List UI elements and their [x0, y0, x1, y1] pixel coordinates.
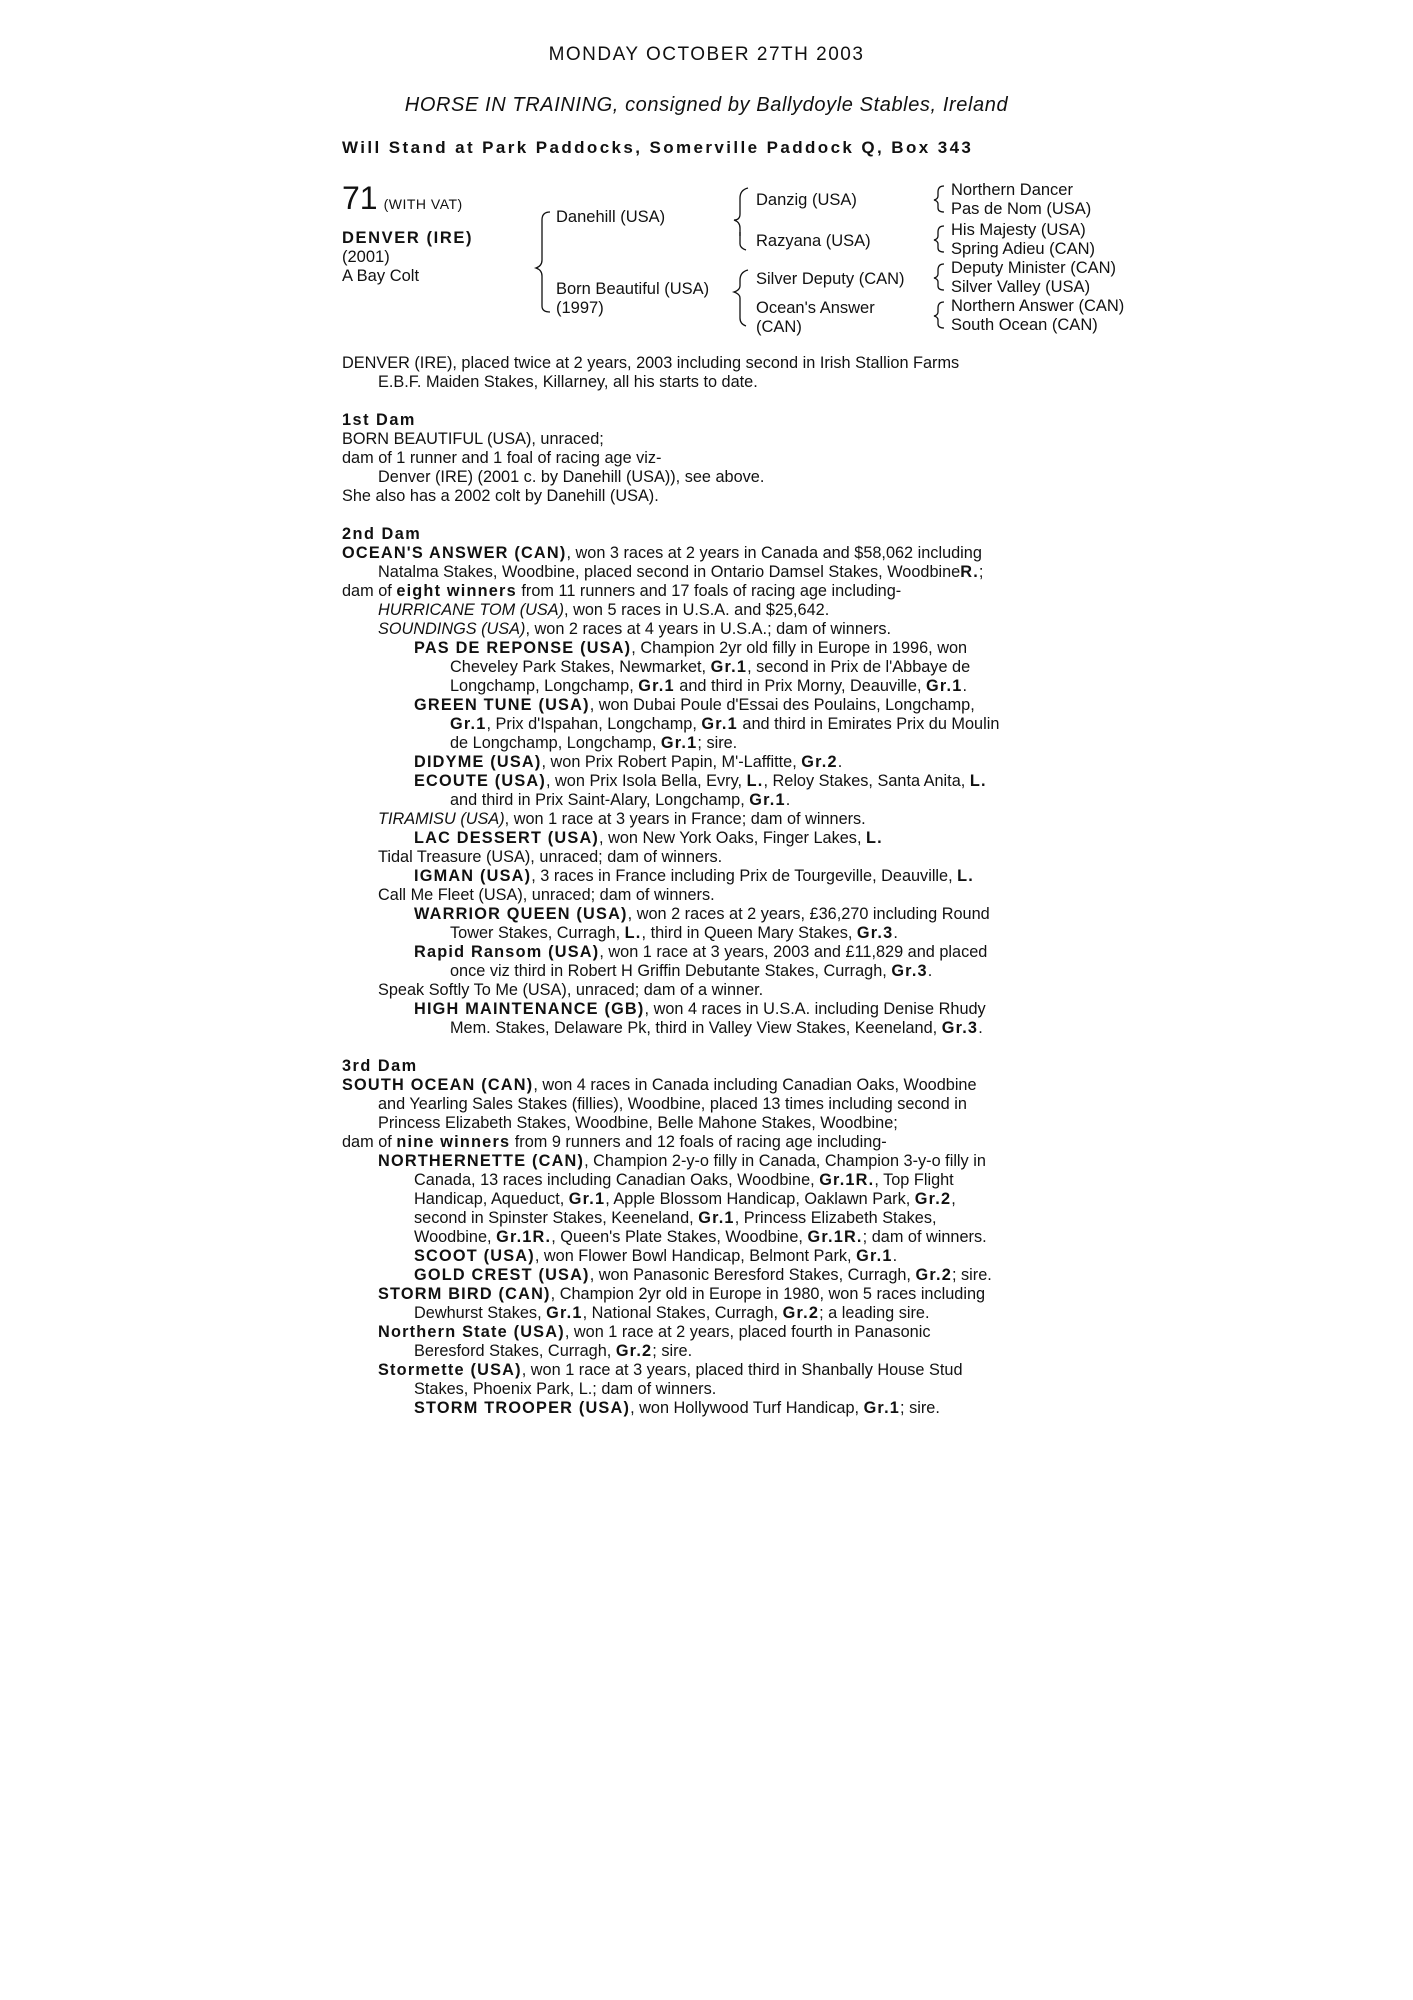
- produce-entry: Tidal Treasure (USA), unraced; dam of winners.: [378, 848, 723, 866]
- text-run: SCOOT (USA): [414, 1247, 535, 1265]
- text-run: .: [785, 791, 791, 809]
- text-run: , won Panasonic Beresford Stakes, Curragh,: [589, 1266, 916, 1284]
- text-run: Rapid Ransom (USA): [414, 943, 600, 961]
- produce-entry: [342, 1171, 1082, 1190]
- text-run: , won 5 races in U.S.A. and $25,642.: [564, 601, 830, 619]
- text-run: Gr.2: [915, 1266, 952, 1284]
- ancestor-8: South Ocean (CAN): [951, 316, 1098, 334]
- text-run: Northern State (USA): [378, 1323, 565, 1341]
- third-dam-entry: Princess Elizabeth Stakes, Woodbine, Belle Mahone Stakes, Woodbine;: [378, 1114, 898, 1132]
- produce-entry: [342, 924, 1082, 943]
- lot-number: 71: [342, 180, 378, 216]
- ancestor-4: Spring Adieu (CAN): [951, 240, 1095, 258]
- produce-entry: [342, 715, 1082, 734]
- text-run: Cheveley Park Stakes, Newmarket,: [450, 658, 711, 676]
- ancestor-2: Pas de Nom (USA): [951, 200, 1092, 218]
- text-run: Gr.2: [801, 753, 838, 771]
- text-run: ; a leading sire.: [819, 1304, 930, 1322]
- text-run: , Top Flight: [874, 1171, 954, 1189]
- text-run: L.: [866, 829, 883, 847]
- text-run: , won New York Oaks, Finger Lakes,: [599, 829, 866, 847]
- text-run: ; sire.: [900, 1399, 940, 1417]
- horse-description: A Bay Colt: [342, 267, 420, 285]
- text-run: Gr.1: [638, 677, 675, 695]
- text-run: once viz third in Robert H Griffin Debutante Stakes, Curragh,: [450, 962, 892, 980]
- second-dam-heading: 2nd Dam: [342, 525, 422, 543]
- produce-entry: [342, 1304, 1082, 1323]
- text-run: IGMAN (USA): [414, 867, 532, 885]
- text-run: , won 2 races at 2 years, £36,270 including Round: [627, 905, 990, 923]
- text-run: Gr.2: [914, 1190, 952, 1208]
- text-run: , Queen's Plate Stakes, Woodbine,: [551, 1228, 808, 1246]
- text-run: , Apple Blossom Handicap, Oaklawn Park,: [605, 1190, 915, 1208]
- text-run: Gr.3: [891, 962, 928, 980]
- text-run: ECOUTE (USA): [414, 772, 546, 790]
- produce-entry: [342, 1285, 1082, 1304]
- horse-name: DENVER (IRE): [342, 229, 474, 247]
- produce-entry: [342, 1342, 1082, 1361]
- text-run: PAS DE REPONSE (USA): [414, 639, 632, 657]
- text-run: LAC DESSERT (USA): [414, 829, 600, 847]
- text-run: NORTHERNETTE (CAN): [378, 1152, 585, 1170]
- text-run: second in Spinster Stakes, Keeneland,: [414, 1209, 699, 1227]
- produce-entry: [342, 962, 1082, 981]
- text-run: , won Flower Bowl Handicap, Belmont Park,: [534, 1247, 857, 1265]
- produce-entry: [342, 1323, 1082, 1342]
- produce-entry: [342, 620, 1082, 639]
- text-run: , won 1 race at 3 years in France; dam of winners.: [504, 810, 866, 828]
- text-run: Gr.1R.: [496, 1228, 552, 1246]
- text-run: , Princess Elizabeth Stakes,: [734, 1209, 937, 1227]
- text-run: Gr.1: [863, 1399, 901, 1417]
- text-run: .: [837, 753, 843, 771]
- text-run: ; sire.: [652, 1342, 693, 1360]
- third-dam-heading: 3rd Dam: [342, 1057, 418, 1075]
- text-run: Longchamp, Longchamp,: [450, 677, 639, 695]
- produce-entry: [342, 1190, 1082, 1209]
- text-run: GREEN TUNE (USA): [414, 696, 590, 714]
- dam: Born Beautiful (USA): [556, 280, 710, 298]
- text-run: L.: [746, 772, 764, 790]
- text-run: , Champion 2yr old in Europe in 1980, won 5 races including: [550, 1285, 986, 1303]
- text-run: Gr.3: [856, 924, 894, 942]
- produce-entry: [342, 734, 1082, 753]
- first-dam-line: BORN BEAUTIFUL (USA), unraced;: [342, 430, 604, 448]
- text-run: Gr.1: [568, 1190, 606, 1208]
- text-run: Gr.1: [698, 1209, 735, 1227]
- intro-line: DENVER (IRE), placed twice at 2 years, 2003 including second in Irish Stallion Farms: [342, 354, 960, 372]
- second-dam-entry: [342, 563, 1082, 582]
- produce-entry: [342, 601, 1082, 620]
- text-run: and third in Prix Morny, Deauville,: [674, 677, 927, 695]
- text-run: Handicap, Aqueduct,: [414, 1190, 569, 1208]
- text-run: Stormette (USA): [378, 1361, 522, 1379]
- first-dam-line: She also has a 2002 colt by Danehill (USA).: [342, 487, 659, 505]
- ancestor-1: Northern Dancer: [951, 181, 1073, 199]
- produce-entry: [342, 677, 1082, 696]
- ancestor-3: His Majesty (USA): [951, 221, 1086, 239]
- text-run: from 11 runners and 17 foals of racing age including-: [516, 582, 902, 600]
- text-run: Gr.2: [782, 1304, 820, 1322]
- ancestor-6: Silver Valley (USA): [951, 278, 1091, 296]
- text-run: SOUTH OCEAN (CAN): [342, 1076, 534, 1094]
- text-run: Dewhurst Stakes,: [414, 1304, 547, 1322]
- text-run: SOUNDINGS (USA): [378, 620, 526, 638]
- text-run: Gr.1: [660, 734, 698, 752]
- produce-entry: [342, 658, 1082, 677]
- text-run: .: [927, 962, 933, 980]
- text-run: Mem. Stakes, Delaware Pk, third in Valley View Stakes, Keeneland,: [450, 1019, 942, 1037]
- text-run: from 9 runners and 12 foals of racing age including-: [510, 1133, 887, 1151]
- first-dam-line: dam of 1 runner and 1 foal of racing age viz-: [342, 449, 662, 467]
- text-run: Canada, 13 races including Canadian Oaks, Woodbine,: [414, 1171, 820, 1189]
- text-run: dam of: [342, 1133, 397, 1151]
- produce-entry: [342, 639, 1082, 658]
- text-run: OCEAN'S ANSWER (CAN): [342, 544, 567, 562]
- text-run: Gr.2: [615, 1342, 653, 1360]
- text-run: Gr.1: [749, 791, 786, 809]
- produce-entry: [342, 696, 1082, 715]
- produce-entry: [342, 1152, 1082, 1171]
- text-run: HIGH MAINTENANCE (GB): [414, 1000, 645, 1018]
- text-run: ; sire.: [951, 1266, 992, 1284]
- consignment-subtitle: HORSE IN TRAINING, consigned by Ballydoyle Stables, Ireland: [404, 94, 1009, 116]
- text-run: Gr.1: [701, 715, 738, 733]
- text-run: Natalma Stakes, Woodbine, placed second in Ontario Damsel Stakes, Woodbine: [378, 563, 961, 581]
- text-run: , won 1 race at 3 years, 2003 and £11,829 and placed: [599, 943, 988, 961]
- text-run: , won 1 race at 3 years, placed third in Shanbally House Stud: [521, 1361, 963, 1379]
- text-run: , won 2 races at 4 years in U.S.A.; dam of winners.: [525, 620, 892, 638]
- text-run: GOLD CREST (USA): [414, 1266, 590, 1284]
- produce-entry: Speak Softly To Me (USA), unraced; dam of a winner.: [378, 981, 764, 999]
- text-run: L.: [969, 772, 987, 790]
- stand-location: Will Stand at Park Paddocks, Somerville Paddock Q, Box 343: [342, 138, 974, 157]
- produce-entry: [342, 753, 1082, 772]
- text-run: dam of: [342, 582, 397, 600]
- text-run: and third in Prix Saint-Alary, Longchamp,: [450, 791, 750, 809]
- text-run: Gr.1: [546, 1304, 583, 1322]
- text-run: Gr.3: [941, 1019, 979, 1037]
- text-run: and third in Emirates Prix du Moulin: [737, 715, 1000, 733]
- third-dam-entry: and Yearling Sales Stakes (fillies), Woodbine, placed 13 times including second in: [378, 1095, 967, 1113]
- sire-dam: Razyana (USA): [756, 232, 871, 250]
- sale-date: MONDAY OCTOBER 27TH 2003: [548, 44, 865, 65]
- produce-entry: [342, 772, 1082, 791]
- text-run: , won Dubai Poule d'Essai des Poulains, Longchamp,: [589, 696, 975, 714]
- intro-line: E.B.F. Maiden Stakes, Killarney, all his starts to date.: [378, 373, 758, 391]
- produce-entry: [342, 1228, 1082, 1247]
- text-run: L.: [624, 924, 642, 942]
- produce-entry: [342, 810, 1082, 829]
- second-dam-entry: [342, 544, 1082, 563]
- first-dam-heading: 1st Dam: [342, 411, 416, 429]
- text-run: TIRAMISU (USA): [378, 810, 505, 828]
- text-run: .: [893, 924, 898, 942]
- text-run: .: [978, 1019, 983, 1037]
- sire: Danehill (USA): [556, 208, 666, 226]
- produce-entry: [342, 791, 1082, 810]
- text-run: , won 3 races at 2 years in Canada and $58,062 including: [566, 544, 982, 562]
- text-run: , won 1 race at 2 years, placed fourth in Panasonic: [564, 1323, 931, 1341]
- text-run: HURRICANE TOM (USA): [378, 601, 565, 619]
- dam-sire: Silver Deputy (CAN): [756, 270, 905, 288]
- produce-entry: [342, 1209, 1082, 1228]
- text-run: de Longchamp, Longchamp,: [450, 734, 661, 752]
- produce-entry: [342, 867, 1082, 886]
- text-run: , won 4 races in Canada including Canadian Oaks, Woodbine: [533, 1076, 977, 1094]
- text-run: Gr.1: [710, 658, 748, 676]
- produce-entry: [342, 1361, 1082, 1380]
- text-run: , won Hollywood Turf Handicap,: [630, 1399, 864, 1417]
- ancestor-7: Northern Answer (CAN): [951, 297, 1125, 315]
- text-run: STORM TROOPER (USA): [414, 1399, 631, 1417]
- text-run: .: [892, 1247, 898, 1265]
- text-run: nine winners: [396, 1133, 511, 1151]
- produce-entry: [342, 1266, 1082, 1285]
- text-run: Tower Stakes, Curragh,: [450, 924, 625, 942]
- text-run: Gr.1: [450, 715, 487, 733]
- vat-note: (WITH VAT): [383, 196, 463, 212]
- third-dam-produce: [342, 1133, 1082, 1152]
- second-dam-produce: [342, 582, 1082, 601]
- catalogue-body: [342, 354, 1082, 1418]
- text-run: , National Stakes, Curragh,: [582, 1304, 783, 1322]
- text-run: Gr.1: [856, 1247, 893, 1265]
- text-run: ,: [951, 1190, 956, 1208]
- text-run: DIDYME (USA): [414, 753, 542, 771]
- dam-dam-country: (CAN): [756, 318, 802, 336]
- text-run: , Champion 2yr old filly in Europe in 1996, won: [631, 639, 968, 657]
- produce-entry: Stakes, Phoenix Park, L.; dam of winners.: [414, 1380, 717, 1398]
- text-run: Beresford Stakes, Curragh,: [414, 1342, 616, 1360]
- produce-entry: [342, 943, 1082, 962]
- text-run: .: [962, 677, 968, 695]
- text-run: Gr.1R.: [807, 1228, 863, 1246]
- ancestor-5: Deputy Minister (CAN): [951, 259, 1117, 277]
- text-run: , won Prix Isola Bella, Evry,: [546, 772, 747, 790]
- text-run: , Champion 2-y-o filly in Canada, Champion 3-y-o filly in: [584, 1152, 986, 1170]
- horse-year: (2001): [342, 248, 390, 266]
- text-run: ;: [978, 563, 984, 581]
- produce-entry: [342, 905, 1082, 924]
- text-run: , Prix d'Ispahan, Longchamp,: [486, 715, 702, 733]
- text-run: ; dam of winners.: [862, 1228, 987, 1246]
- produce-entry: [342, 1399, 1082, 1418]
- text-run: L.: [957, 867, 975, 885]
- text-run: Gr.1: [926, 677, 963, 695]
- text-run: , won 4 races in U.S.A. including Denise Rhudy: [644, 1000, 986, 1018]
- dam-year: (1997): [556, 299, 604, 317]
- text-run: Woodbine,: [414, 1228, 497, 1246]
- produce-entry: [342, 1019, 1082, 1038]
- produce-entry: [342, 1247, 1082, 1266]
- text-run: WARRIOR QUEEN (USA): [414, 905, 628, 923]
- dam-dam: Ocean's Answer: [756, 299, 875, 317]
- text-run: R.: [960, 563, 979, 581]
- sire-sire: Danzig (USA): [756, 191, 857, 209]
- produce-entry: [342, 1000, 1082, 1019]
- produce-entry: [342, 829, 1082, 848]
- text-run: , third in Queen Mary Stakes,: [641, 924, 857, 942]
- first-dam-line: Denver (IRE) (2001 c. by Danehill (USA)), see above.: [378, 468, 765, 486]
- text-run: , second in Prix de l'Abbaye de: [747, 658, 971, 676]
- third-dam-entry: [342, 1076, 1082, 1095]
- text-run: , 3 races in France including Prix de Tourgeville, Deauville,: [531, 867, 958, 885]
- produce-entry: Call Me Fleet (USA), unraced; dam of winners.: [378, 886, 715, 904]
- text-run: ; sire.: [697, 734, 738, 752]
- text-run: Gr.1R.: [819, 1171, 875, 1189]
- text-run: STORM BIRD (CAN): [378, 1285, 551, 1303]
- text-run: eight winners: [396, 582, 517, 600]
- text-run: , won Prix Robert Papin, M'-Laffitte,: [541, 753, 802, 771]
- text-run: , Reloy Stakes, Santa Anita,: [763, 772, 970, 790]
